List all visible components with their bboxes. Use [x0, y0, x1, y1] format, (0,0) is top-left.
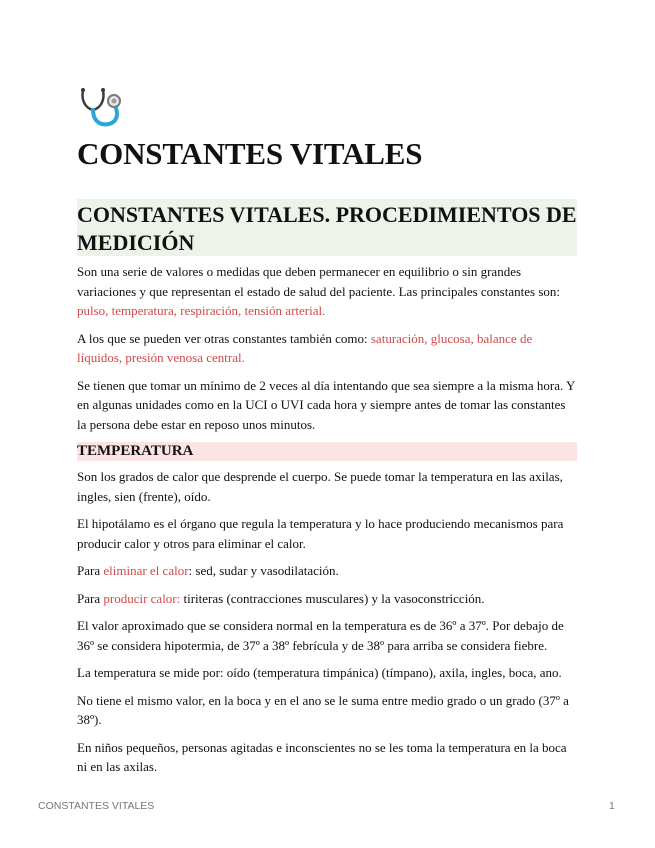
section-heading: CONSTANTES VITALES. PROCEDIMIENTOS DE MEDICIÓN: [77, 202, 577, 255]
page-number: 1: [609, 800, 615, 812]
paragraph-text: : sed, sudar y vasodilatación.: [188, 563, 339, 578]
footer-title: CONSTANTES VITALES: [38, 800, 155, 812]
paragraph: No tiene el mismo valor, en la boca y en el ano se le suma entre medio grado o un grado (37º a 38º).: [77, 692, 569, 727]
highlight-text: saturación, glucosa, balance de líquidos, presión venosa central.: [77, 330, 533, 365]
paragraph-text: A los que se pueden ver otras constantes también como:: [77, 330, 371, 346]
paragraph: [77, 329, 577, 368]
highlight-text: eliminar el calor: [103, 563, 189, 578]
subsection-heading-box: [77, 442, 577, 461]
paragraph-text: Para: [77, 563, 104, 578]
paragraph: Son los grados de calor que desprende el cuerpo. Se puede tomar la temperatura en las axilas, ingles, sien (frente), oído.: [77, 469, 563, 504]
highlight-text: producir calor:: [103, 590, 181, 606]
paragraph: [77, 589, 577, 609]
section-heading-box: [77, 199, 577, 256]
paragraph: Se tienen que tomar un mínimo de 2 veces al día intentando que sea siempre a la misma hora. Y en algunas unidades como en la UCI o UVI cada hora y siempre antes de tomar las constantes la persona debe estar en reposo unos minutos.: [77, 377, 575, 432]
paragraph-text: Son una serie de valores o medidas que deben permanecer en equilibrio o sin grandes variaciones y que representan el estado de salud del paciente. Las principales constantes son:: [77, 264, 560, 299]
paragraph: La temperatura se mide por: oído (temperatura timpánica) (tímpano), axila, ingles, boca, ano.: [77, 665, 562, 680]
paragraph: [77, 561, 577, 581]
paragraph: El valor aproximado que se considera normal en la temperatura es de 36º a 37º. Por debajo de 36º se considera hipotermia, de 37º a 38º febrícula y de 38º para arriba se considera fiebre.: [77, 618, 564, 653]
paragraph: En niños pequeños, personas agitadas e inconscientes no se les toma la temperatura en la boca ni en las axilas.: [77, 739, 567, 774]
subsection-heading: TEMPERATURA: [77, 443, 194, 459]
paragraph-text: tiriteras (contracciones musculares) y la vasoconstricción.: [180, 590, 485, 606]
highlight-text: pulso, temperatura, respiración, tensión arterial.: [77, 303, 326, 318]
paragraph: [77, 262, 577, 321]
document-body: [77, 262, 577, 785]
paragraph: El hipotálamo es el órgano que regula la temperatura y lo hace produciendo mecanismos para producir calor y otros para eliminar el calor.: [77, 516, 564, 551]
stethoscope-icon: [77, 86, 123, 130]
page-title: CONSTANTES VITALES: [77, 136, 423, 171]
paragraph-text: Para: [77, 590, 104, 606]
